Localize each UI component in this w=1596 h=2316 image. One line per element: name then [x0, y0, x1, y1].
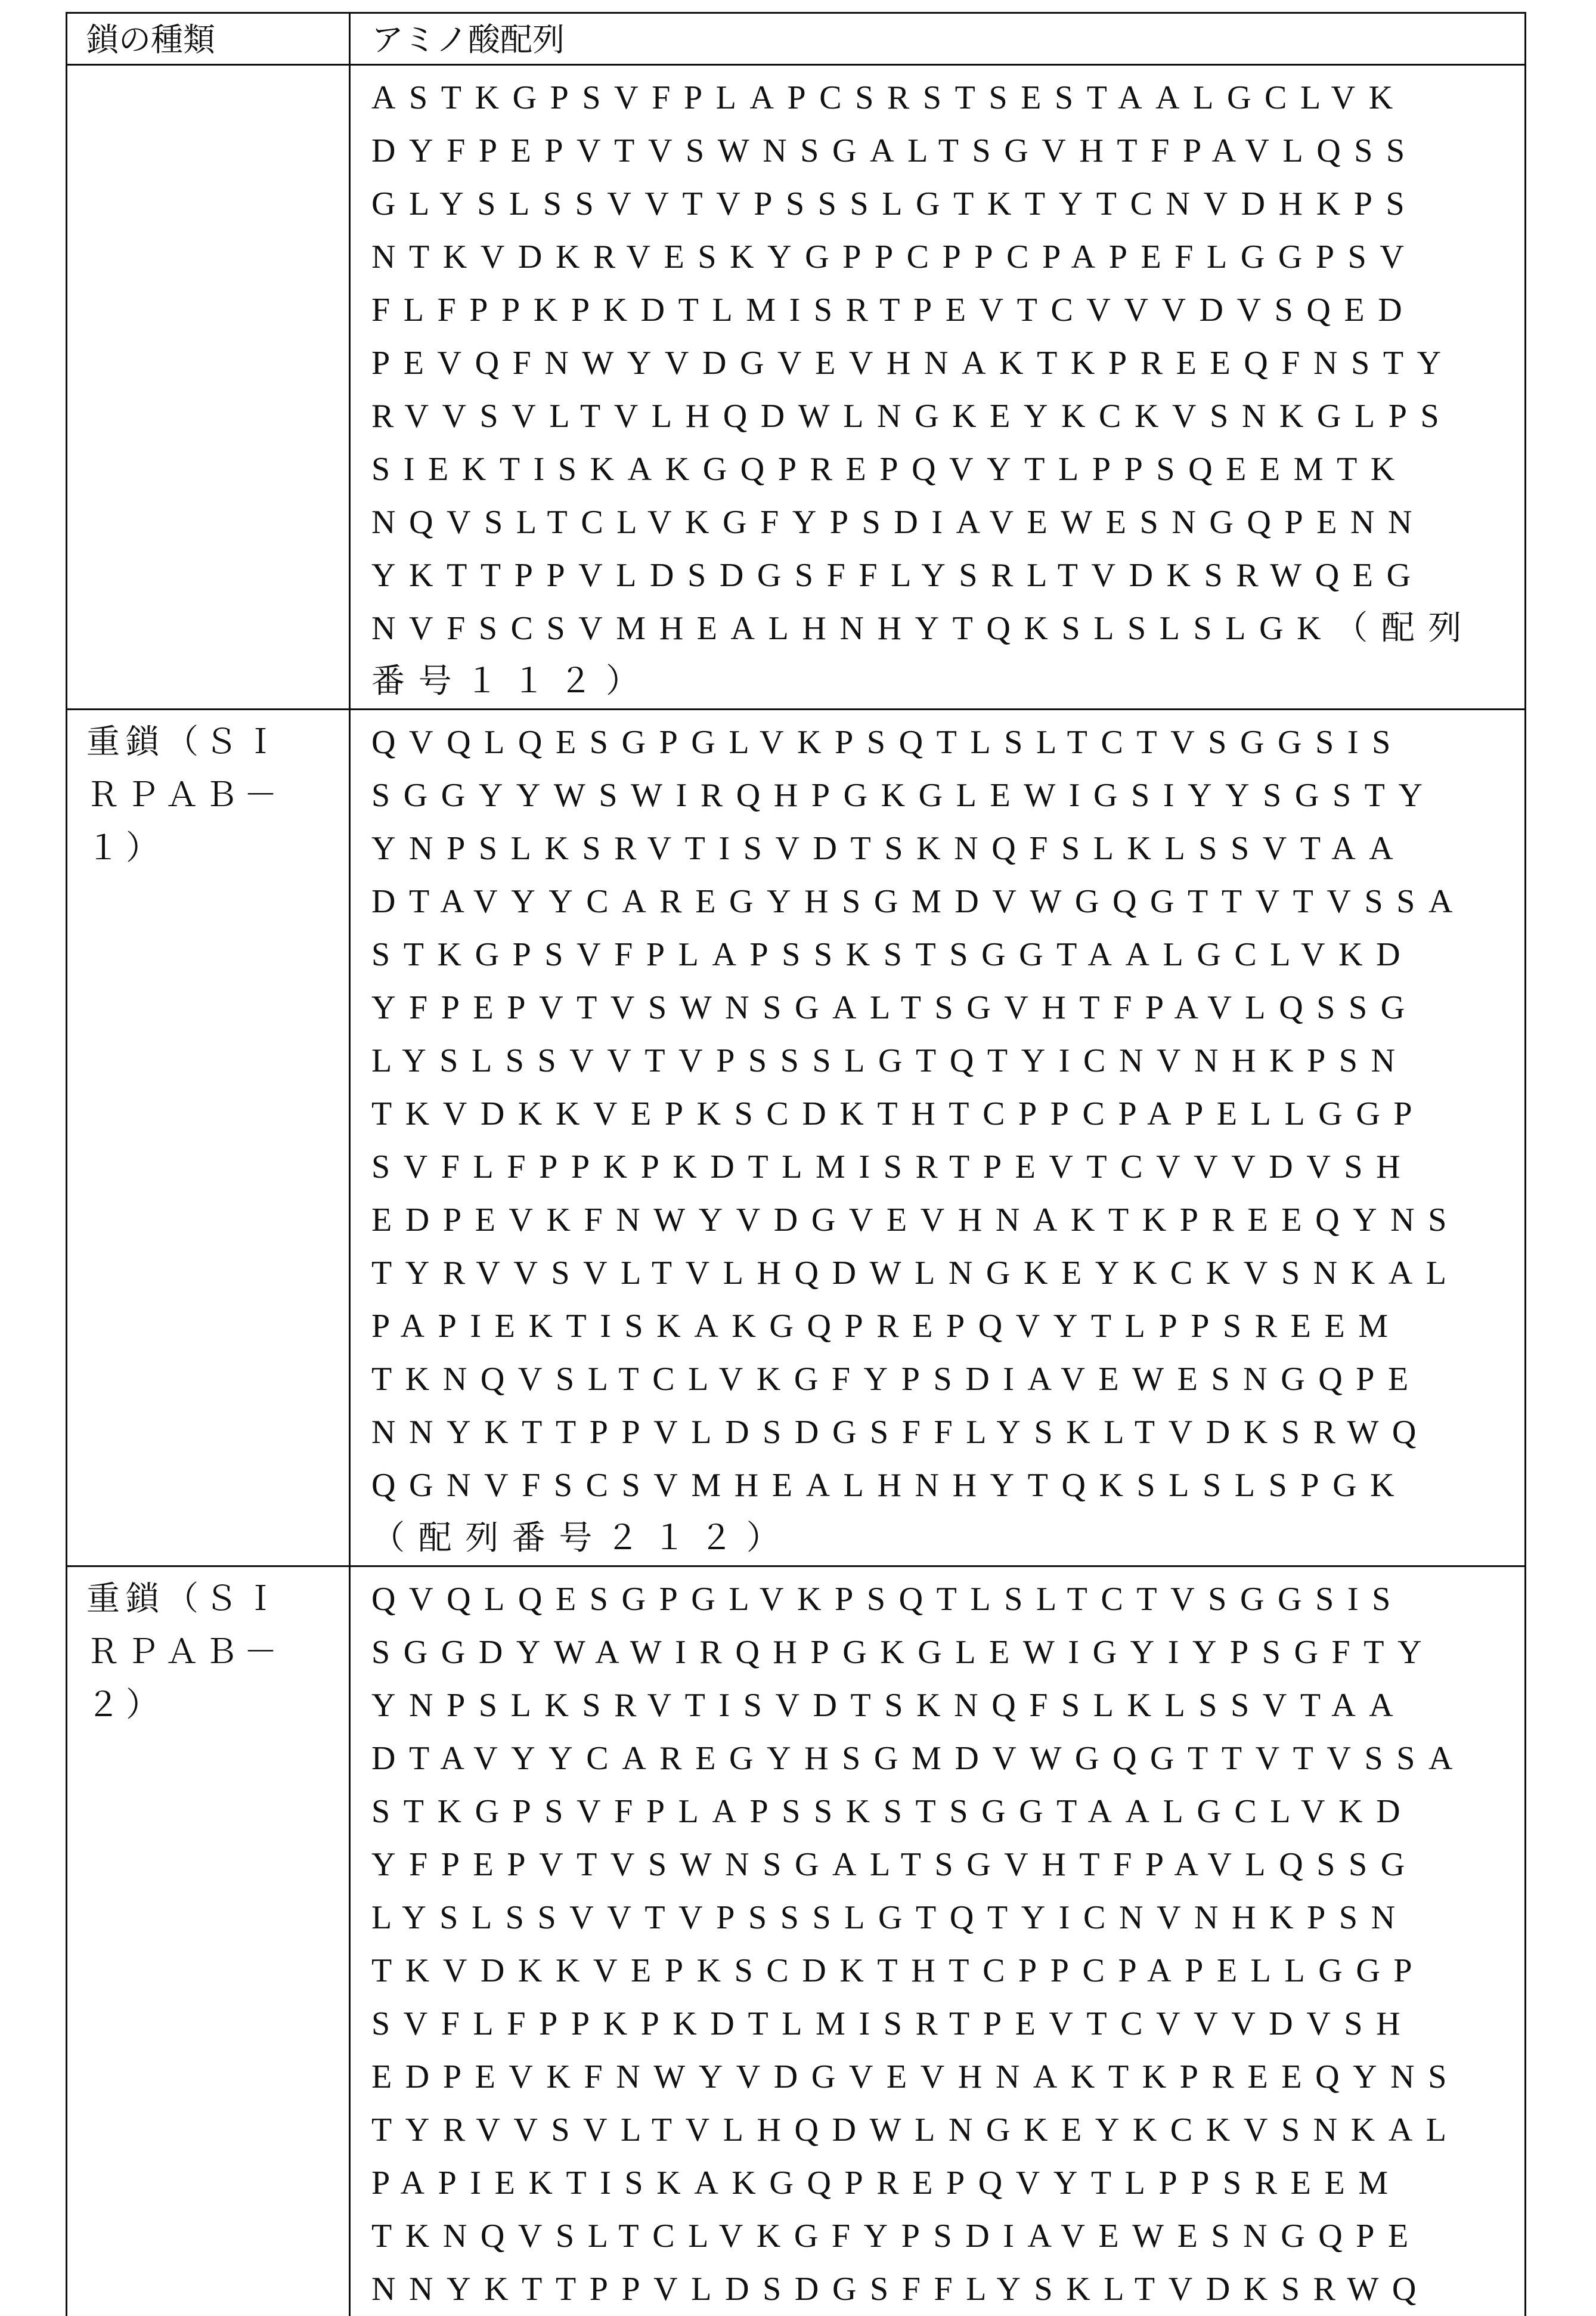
chain-type-text: 重鎖（ＳＩ [86, 1573, 349, 1626]
sequence-line: PEVQFNWYVDGVEVHNAKTKPREEQFNSTY [371, 337, 1524, 390]
sequence-table [66, 12, 1526, 2316]
table-row [67, 1566, 1526, 2316]
header-amino-acid-sequence [350, 13, 1526, 65]
sequence-line: YKTTPPVLDSDGSFFLYSRLTVDKSRWQEG [371, 549, 1524, 602]
sequence-line: QVQLQESGPGLVKPSQTLSLTCTVSGGSIS [371, 716, 1524, 769]
chain-type-cell [67, 710, 350, 1566]
sequence-line: TKNQVSLTCLVKGFYPSDIAVEWESNGQPE [371, 1353, 1524, 1406]
chain-type-text: ＲＰＡＢ－ [86, 769, 349, 822]
sequence-line: EDPEVKFNWYVDGVEVHNAKTKPREEQYNS [371, 1194, 1524, 1247]
table-row [67, 65, 1526, 710]
sequence-line: NVFSCSVMHEALHNHYTQKSLSLSLGK（配列 [371, 602, 1524, 655]
sequence-line: TKVDKKVEPKSCDKTHTCPPCPAPELLGGP [371, 1945, 1524, 1998]
sequence-line: DTAVYYCAREGYHSGMDVWGQGTTVTVSSA [371, 875, 1524, 928]
chain-type-text: ＲＰＡＢ－ [86, 1626, 349, 1679]
sequence-line: QGNVFSCSVMHEALHNHYTQKSLSLSPGK [371, 1459, 1524, 1512]
sequence-line: TYRVVSVLTVLHQDWLNGKEYKCKVSNKAL [371, 1247, 1524, 1300]
sequence-line: NQVSLTCLVKGFYPSDIAVEWESNGQPENN [371, 496, 1524, 549]
sequence-line: SIEKTISKAKGQPREPQVYTLPPSQEEMTK [371, 443, 1524, 496]
sequence-line: YFPEPVTVSWNSGALTSGVHTFPAVLQSSG [371, 981, 1524, 1035]
chain-type-text: １） [86, 822, 349, 875]
sequence-line: 番号１１２） [371, 655, 1524, 708]
header-chain-type-label: 鎖の種類 [86, 22, 215, 58]
chain-type-cell [67, 1566, 350, 2316]
chain-type-text: 重鎖（ＳＩ [86, 716, 349, 769]
sequence-line: NTKVDKRVESKYGPPCPPCPAPEFLGGPSV [371, 231, 1524, 284]
sequence-line: SVFLFPPKPKDTLMISRTPEVTCVVVDVSH [371, 1141, 1524, 1194]
sequence-line: SGGYYWSWIRQHPGKGLEWIGSIYYSGSTY [371, 769, 1524, 822]
sequence-line: DYFPEPVTVSWNSGALTSGVHTFPAVLQSS [371, 125, 1524, 178]
sequence-line: SGGDYWAWIRQHPGKGLEWIGYIYPSGFTY [371, 1626, 1524, 1679]
table-row [67, 710, 1526, 1566]
sequence-line: YNPSLKSRVTISVDTSKNQFSLKLSSVTAA [371, 1679, 1524, 1732]
sequence-line: ASTKGPSVFPLAPCSRSTSESTAALGCLVK [371, 72, 1524, 125]
chain-type-text: ２） [86, 1679, 349, 1732]
sequence-line: TYRVVSVLTVLHQDWLNGKEYKCKVSNKAL [371, 2104, 1524, 2157]
sequence-line: FLFPPKPKDTLMISRTPEVTCVVVDVSQED [371, 284, 1524, 337]
sequence-line: NNYKTTPPVLDSDGSFFLYSKLTVDKSRWQ [371, 2263, 1524, 2316]
sequence-line: LYSLSSVVTVPSSSLGTQTYICNVNHKPSN [371, 1035, 1524, 1088]
sequence-line: （配列番号２１２） [371, 1512, 1524, 1565]
sequence-cell [350, 710, 1526, 1566]
sequence-line: LYSLSSVVTVPSSSLGTQTYICNVNHKPSN [371, 1891, 1524, 1945]
chain-type-cell [67, 65, 350, 710]
header-sequence-label: アミノ酸配列 [371, 22, 565, 58]
sequence-line: STKGPSVFPLAPSSKSTSGGTAALGCLVKD [371, 928, 1524, 981]
sequence-line: YFPEPVTVSWNSGALTSGVHTFPAVLQSSG [371, 1838, 1524, 1891]
sequence-line: TKVDKKVEPKSCDKTHTCPPCPAPELLGGP [371, 1088, 1524, 1141]
sequence-line: SVFLFPPKPKDTLMISRTPEVTCVVVDVSH [371, 1998, 1524, 2051]
sequence-line: GLYSLSSVVTVPSSSLGTKTYTCNVDHKPS [371, 178, 1524, 231]
sequence-cell [350, 1566, 1526, 2316]
sequence-line: STKGPSVFPLAPSSKSTSGGTAALGCLVKD [371, 1785, 1524, 1838]
sequence-cell [350, 65, 1526, 710]
sequence-line: EDPEVKFNWYVDGVEVHNAKTKPREEQYNS [371, 2051, 1524, 2104]
sequence-line: NNYKTTPPVLDSDGSFFLYSKLTVDKSRWQ [371, 1406, 1524, 1459]
sequence-line: PAPIEKTISKAKGQPREPQVYTLPPSREEM [371, 1300, 1524, 1353]
sequence-line: YNPSLKSRVTISVDTSKNQFSLKLSSVTAA [371, 822, 1524, 875]
sequence-line: QVQLQESGPGLVKPSQTLSLTCTVSGGSIS [371, 1573, 1524, 1626]
table-header-row [67, 13, 1526, 65]
sequence-line: TKNQVSLTCLVKGFYPSDIAVEWESNGQPE [371, 2210, 1524, 2263]
header-chain-type [67, 13, 350, 65]
sequence-line: DTAVYYCAREGYHSGMDVWGQGTTVTVSSA [371, 1732, 1524, 1785]
sequence-line: PAPIEKTISKAKGQPREPQVYTLPPSREEM [371, 2157, 1524, 2210]
sequence-line: RVVSVLTVLHQDWLNGKEYKCKVSNKGLPS [371, 390, 1524, 443]
